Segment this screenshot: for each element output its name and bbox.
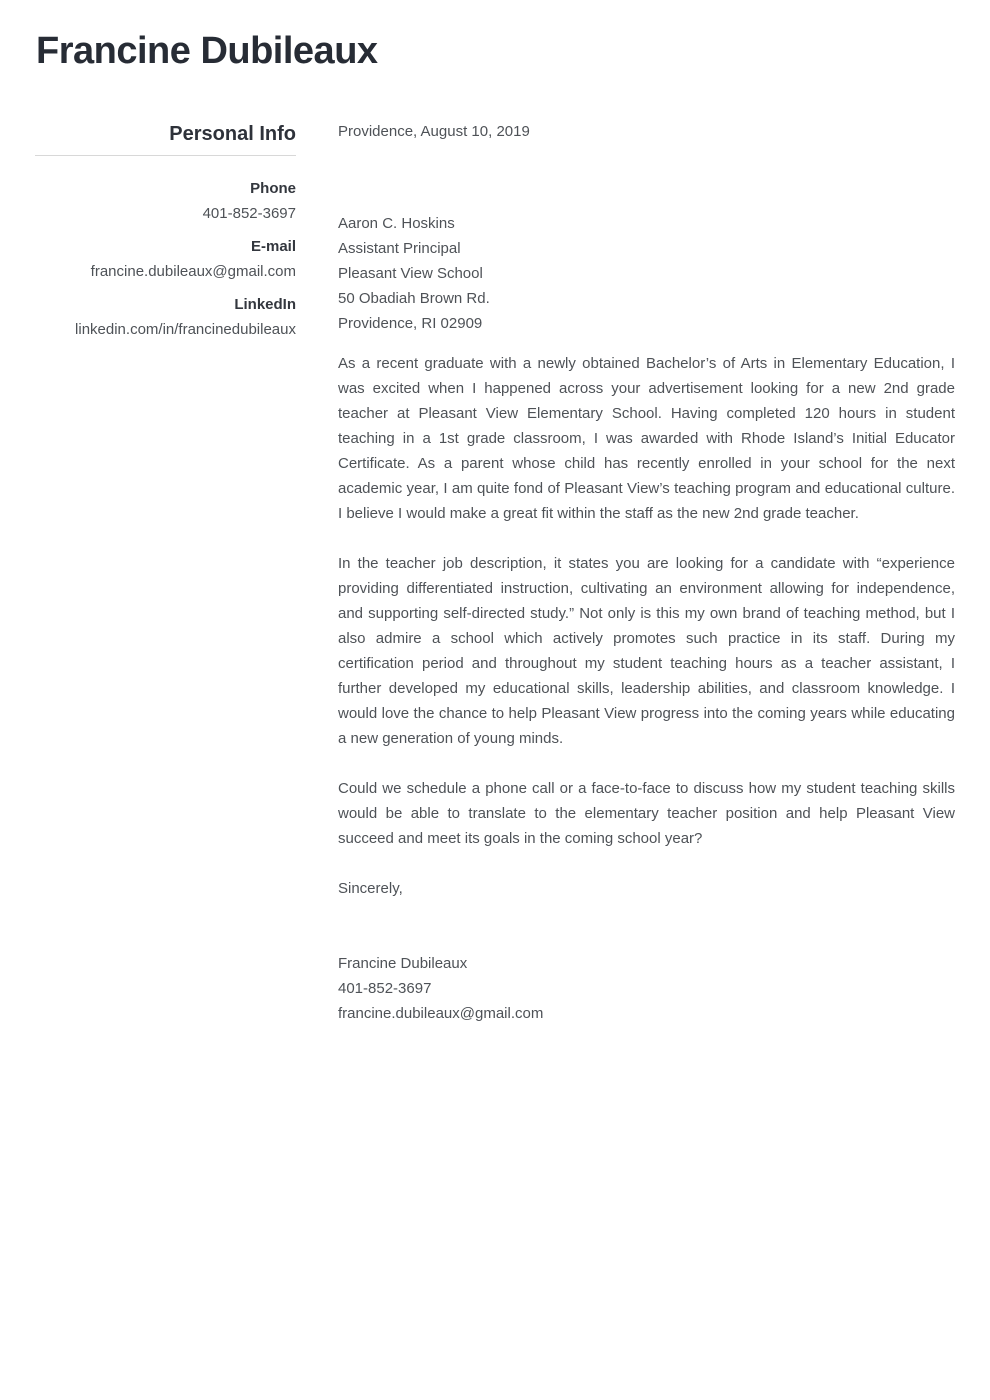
content-row bbox=[0, 73, 990, 1026]
recipient-organization: Pleasant View School bbox=[338, 264, 483, 282]
recipient-title: Assistant Principal bbox=[338, 239, 461, 257]
signature-phone: 401-852-3697 bbox=[338, 979, 432, 997]
recipient-city: Providence, RI 02909 bbox=[338, 314, 483, 332]
body-paragraph-3: Could we schedule a phone call or a face-to-face to discuss how my student teaching skills would be able to translate to the elementary teacher position and help Pleasant View succeed and meet its goals in the coming school year? bbox=[338, 779, 955, 847]
email-item bbox=[35, 234, 296, 284]
signature-block bbox=[338, 951, 955, 1026]
linkedin-value: linkedin.com/in/francinedubileaux bbox=[75, 320, 296, 338]
body-paragraph-1: As a recent graduate with a newly obtained Bachelor’s of Arts in Elementary Education, I was excited when I happened across your advertisement looking for a new 2nd grade teacher at Pleasant View Elementary School. Having completed 120 hours in student teaching in a 1st grade classroom, I was awarded with Rhode Island’s Initial Educator Certificate. As a parent whose child has recently enrolled in your school for the next academic year, I am quite fond of Pleasant View’s teaching program and educational culture. I believe I would make a great fit within the staff as the new 2nd grade teacher. bbox=[338, 354, 955, 522]
email-label: E-mail bbox=[250, 237, 296, 255]
recipient-street: 50 Obadiah Brown Rd. bbox=[338, 289, 490, 307]
signature-name: Francine Dubileaux bbox=[338, 954, 468, 972]
email-value: francine.dubileaux@gmail.com bbox=[90, 262, 296, 280]
recipient-name: Aaron C. Hoskins bbox=[338, 214, 455, 232]
letter-body bbox=[338, 73, 955, 1026]
page-title: Francine Dubileaux bbox=[36, 30, 378, 72]
recipient-block bbox=[338, 211, 955, 336]
phone-label: Phone bbox=[250, 179, 296, 197]
sidebar bbox=[35, 73, 296, 342]
body-paragraph-2: In the teacher job description, it states you are looking for a candidate with “experience providing differentiated instruction, cultivating an environment allowing for independence, and supporting self-directed study.” Not only is this my own brand of teaching method, but I also admire a school which actively promotes such practice in its staff. During my certification period and throughout my student teaching hours as a teacher assistant, I further developed my educational skills, leadership abilities, and classroom knowledge. I would love the chance to help Pleasant View progress into the coming years while educating a new generation of young minds. bbox=[338, 554, 955, 747]
personal-info-heading: Personal Info bbox=[35, 123, 296, 156]
dateline: Providence, August 10, 2019 bbox=[338, 122, 530, 140]
signature-email: francine.dubileaux@gmail.com bbox=[338, 1004, 544, 1022]
linkedin-item bbox=[35, 292, 296, 342]
linkedin-label: LinkedIn bbox=[234, 295, 296, 313]
phone-value: 401-852-3697 bbox=[202, 204, 296, 222]
phone-item bbox=[35, 176, 296, 226]
closing-salutation: Sincerely, bbox=[338, 879, 403, 897]
